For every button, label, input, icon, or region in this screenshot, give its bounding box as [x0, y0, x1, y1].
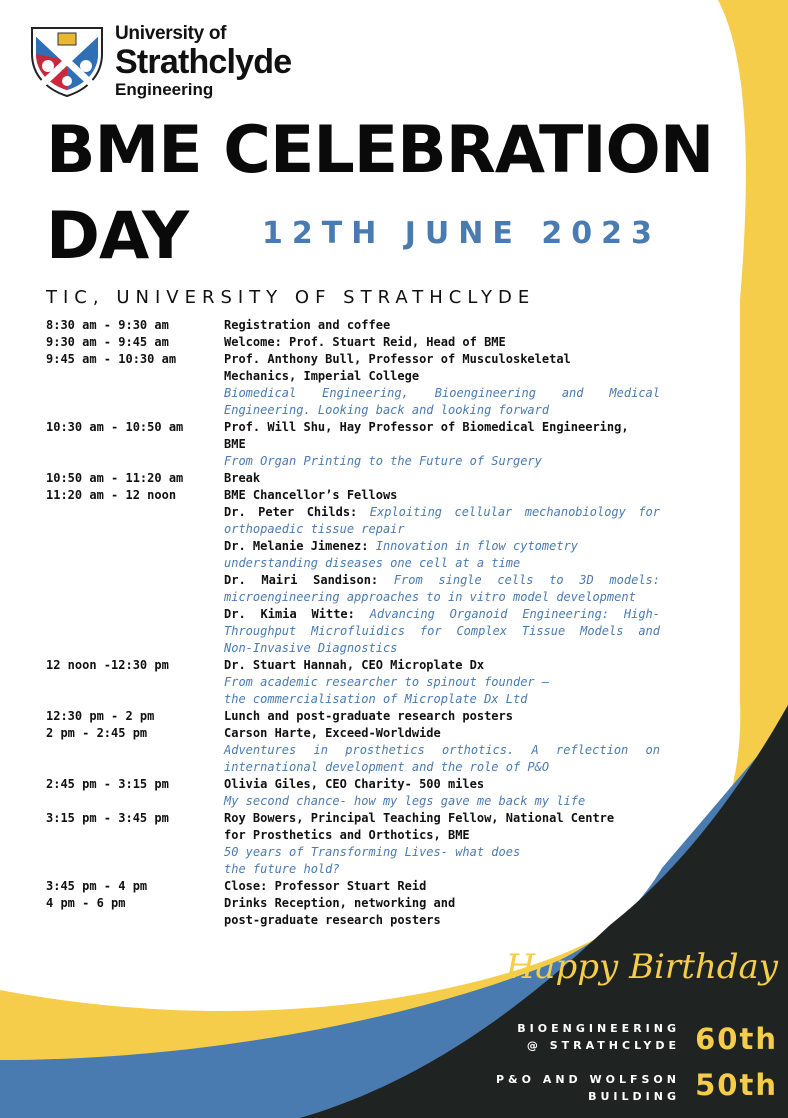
schedule-row [46, 895, 660, 929]
university-wordmark [115, 24, 291, 98]
schedule-time: 12 noon -12:30 pm [46, 658, 169, 672]
talk-title: Innovation in flow cytometry [375, 539, 579, 553]
fellow-line [224, 572, 660, 589]
schedule-title: Roy Bowers, Principal Teaching Fellow, National Centre [224, 811, 615, 825]
schedule-title: Welcome: Prof. Stuart Reid, Head of BME [224, 335, 506, 349]
anniversary-label-line: BUILDING [588, 1090, 680, 1103]
schedule-row [46, 708, 660, 725]
happy-birthday-script: Happy Birthday [505, 947, 778, 987]
schedule-title: Close: Professor Stuart Reid [224, 879, 427, 893]
schedule-time: 3:15 pm - 3:45 pm [46, 811, 169, 825]
schedule-time: 3:45 pm - 4 pm [46, 879, 148, 893]
schedule-time: 10:50 am - 11:20 am [46, 471, 184, 485]
talk-title: Exploiting cellular mechanobiology for [369, 505, 660, 519]
talk-title: the future hold? [224, 862, 340, 876]
schedule-title: for Prosthetics and Orthotics, BME [224, 828, 470, 842]
schedule-title: Registration and coffee [224, 318, 391, 332]
event-title-line-1: BME CELEBRATION [46, 113, 714, 188]
fellow-name: Dr. Kimia Witte: [224, 607, 355, 621]
schedule-title: Prof. Anthony Bull, Professor of Musculoskeletal [224, 352, 571, 366]
fellow-line [224, 504, 660, 521]
talk-title: My second chance- how my legs gave me back my life [224, 794, 586, 808]
talk-title: Biomedical Engineering, Bioengineering and Medical [224, 386, 660, 400]
schedule-time: 2:45 pm - 3:15 pm [46, 777, 169, 791]
schedule-title: Prof. Will Shu, Hay Professor of Biomedical Engineering, [224, 420, 629, 434]
talk-title: Advancing Organoid Engineering: High- [369, 607, 661, 621]
talk-title: understanding diseases one cell at a time [224, 556, 521, 570]
anniversary-60th: 60th [695, 1022, 778, 1056]
schedule-title: post-graduate research posters [224, 913, 441, 927]
talk-title: the commercialisation of Microplate Dx Ltd [224, 692, 528, 706]
schedule-time: 8:30 am - 9:30 am [46, 318, 169, 332]
anniversary-50th: 50th [695, 1068, 778, 1102]
schedule-time: 11:20 am - 12 noon [46, 488, 177, 502]
schedule-time: 10:30 am - 10:50 am [46, 420, 184, 434]
anniversary-label-line: @ STRATHCLYDE [526, 1039, 680, 1052]
talk-title: international development and the role of P&O [224, 760, 550, 774]
schedule-time: 9:30 am - 9:45 am [46, 335, 169, 349]
fellow-name: Dr. Melanie Jimenez: [224, 539, 369, 553]
university-crest-icon [28, 24, 106, 98]
schedule-title: Dr. Stuart Hannah, CEO Microplate Dx [224, 658, 485, 672]
schedule-title: Carson Harte, Exceed-Worldwide [224, 726, 441, 740]
wordmark-line-1: University of [115, 23, 227, 44]
schedule-title: Drinks Reception, networking and [224, 896, 456, 910]
talk-title: From single cells to 3D models: [393, 573, 660, 587]
wordmark-line-2: Strathclyde [115, 43, 292, 81]
schedule-title: BME [224, 437, 246, 451]
schedule-title: BME Chancellor’s Fellows [224, 488, 398, 502]
talk-title: 50 years of Transforming Lives- what does [224, 845, 521, 859]
anniversary-label-line: P&O AND WOLFSON [495, 1073, 680, 1086]
talk-title: Throughput Microfluidics for Complex Tissue Models and [224, 624, 660, 638]
anniversary-label-bioengineering [517, 1020, 680, 1054]
anniversary-label-po-wolfson [496, 1071, 680, 1105]
schedule-row [46, 878, 660, 895]
event-title-line-2: DAY [46, 199, 189, 274]
schedule-time: 4 pm - 6 pm [46, 896, 126, 910]
fellow-line [224, 538, 660, 555]
schedule-row [46, 657, 660, 708]
schedule [46, 317, 660, 929]
schedule-time: 12:30 pm - 2 pm [46, 709, 155, 723]
schedule-row [46, 810, 660, 878]
schedule-row [46, 725, 660, 776]
anniversary-label-line: BIOENGINEERING [517, 1022, 680, 1035]
talk-title: orthopaedic tissue repair [224, 522, 405, 536]
schedule-row [46, 776, 660, 810]
schedule-row [46, 351, 660, 419]
schedule-row [46, 317, 660, 334]
event-date: 12TH JUNE 2023 [262, 216, 661, 251]
schedule-title: Lunch and post-graduate research posters [224, 709, 513, 723]
talk-title: Engineering. Looking back and looking forward [224, 403, 550, 417]
schedule-row [46, 470, 660, 487]
schedule-title: Olivia Giles, CEO Charity- 500 miles [224, 777, 485, 791]
schedule-row [46, 334, 660, 351]
event-venue: TIC, UNIVERSITY OF STRATHCLYDE [46, 287, 536, 308]
schedule-row [46, 487, 660, 657]
fellow-name: Dr. Mairi Sandison: [224, 573, 379, 587]
fellow-line [224, 606, 660, 623]
talk-title: From Organ Printing to the Future of Surgery [224, 454, 542, 468]
wordmark-line-3: Engineering [115, 80, 214, 99]
talk-title: From academic researcher to spinout founder – [224, 675, 550, 689]
talk-title: Non-Invasive Diagnostics [224, 641, 398, 655]
schedule-row [46, 419, 660, 470]
fellow-name: Dr. Peter Childs: [224, 505, 358, 519]
schedule-title: Break [224, 471, 261, 485]
schedule-time: 2 pm - 2:45 pm [46, 726, 148, 740]
talk-title: Adventures in prosthetics orthotics. A reflection on [224, 743, 660, 757]
talk-title: microengineering approaches to in vitro model development [224, 590, 636, 604]
schedule-title: Mechanics, Imperial College [224, 369, 420, 383]
schedule-time: 9:45 am - 10:30 am [46, 352, 177, 366]
